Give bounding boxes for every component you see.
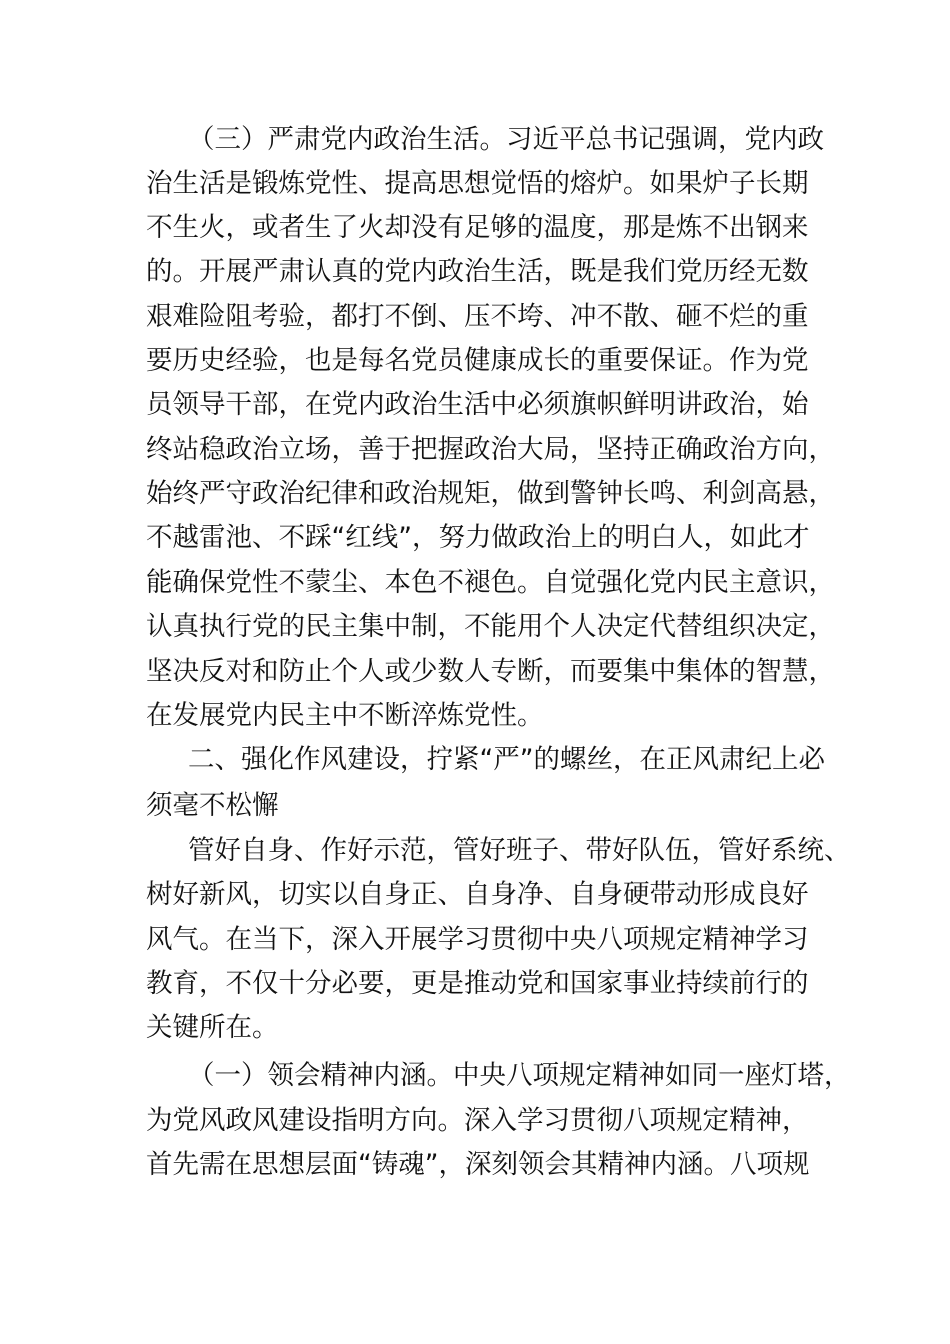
- text-line: 不越雷池、不踩“红线”，努力做政治上的明白人，如此才: [146, 522, 810, 553]
- text-line: 教育，不仅十分必要，更是推动党和国家事业持续前行的: [146, 968, 809, 999]
- text-line: （三）严肃党内政治生活。习近平总书记强调，党内政: [188, 124, 824, 155]
- text-line: 能确保党性不蒙尘、本色不褪色。自觉强化党内民主意识，: [146, 567, 835, 598]
- text-line: 首先需在思想层面“铸魂”，深刻领会其精神内涵。八项规: [146, 1149, 810, 1180]
- text-line: 要历史经验，也是每名党员健康成长的重要保证。作为党: [146, 345, 809, 376]
- text-line: （一）领会精神内涵。中央八项规定精神如同一座灯塔，: [188, 1060, 851, 1091]
- text-line: 不生火，或者生了火却没有足够的温度，那是炼不出钢来: [146, 212, 809, 243]
- text-line: 在发展党内民主中不断淬炼党性。: [146, 700, 544, 731]
- text-line: 管好自身、作好示范，管好班子、带好队伍，管好系统、: [188, 835, 851, 866]
- text-line: 坚决反对和防止个人或少数人专断，而要集中集体的智慧，: [146, 656, 835, 687]
- text-line: 关键所在。: [146, 1012, 279, 1043]
- text-line: 认真执行党的民主集中制，不能用个人决定代替组织决定，: [146, 611, 835, 642]
- text-line: 树好新风，切实以自身正、自身净、自身硬带动形成良好: [146, 879, 809, 910]
- heading-line: 须毫不松懈: [146, 790, 279, 821]
- text-line: 治生活是锻炼党性、提高思想觉悟的熔炉。如果炉子长期: [146, 168, 809, 199]
- heading-line: 二、强化作风建设，拧紧“严”的螺丝，在正风肃纪上必: [188, 744, 825, 775]
- text-line: 为党风政风建设指明方向。深入学习贯彻八项规定精神，: [146, 1105, 809, 1136]
- text-line: 员领导干部，在党内政治生活中必须旗帜鲜明讲政治，始: [146, 389, 809, 420]
- text-line: 风气。在当下，深入开展学习贯彻中央八项规定精神学习: [146, 924, 809, 955]
- text-line: 始终严守政治纪律和政治规矩，做到警钟长鸣、利剑高悬，: [146, 478, 835, 509]
- text-line: 艰难险阻考验，都打不倒、压不垮、冲不散、砸不烂的重: [146, 301, 809, 332]
- text-line: 的。开展严肃认真的党内政治生活，既是我们党历经无数: [146, 256, 809, 287]
- text-line: 终站稳政治立场，善于把握政治大局，坚持正确政治方向，: [146, 434, 835, 465]
